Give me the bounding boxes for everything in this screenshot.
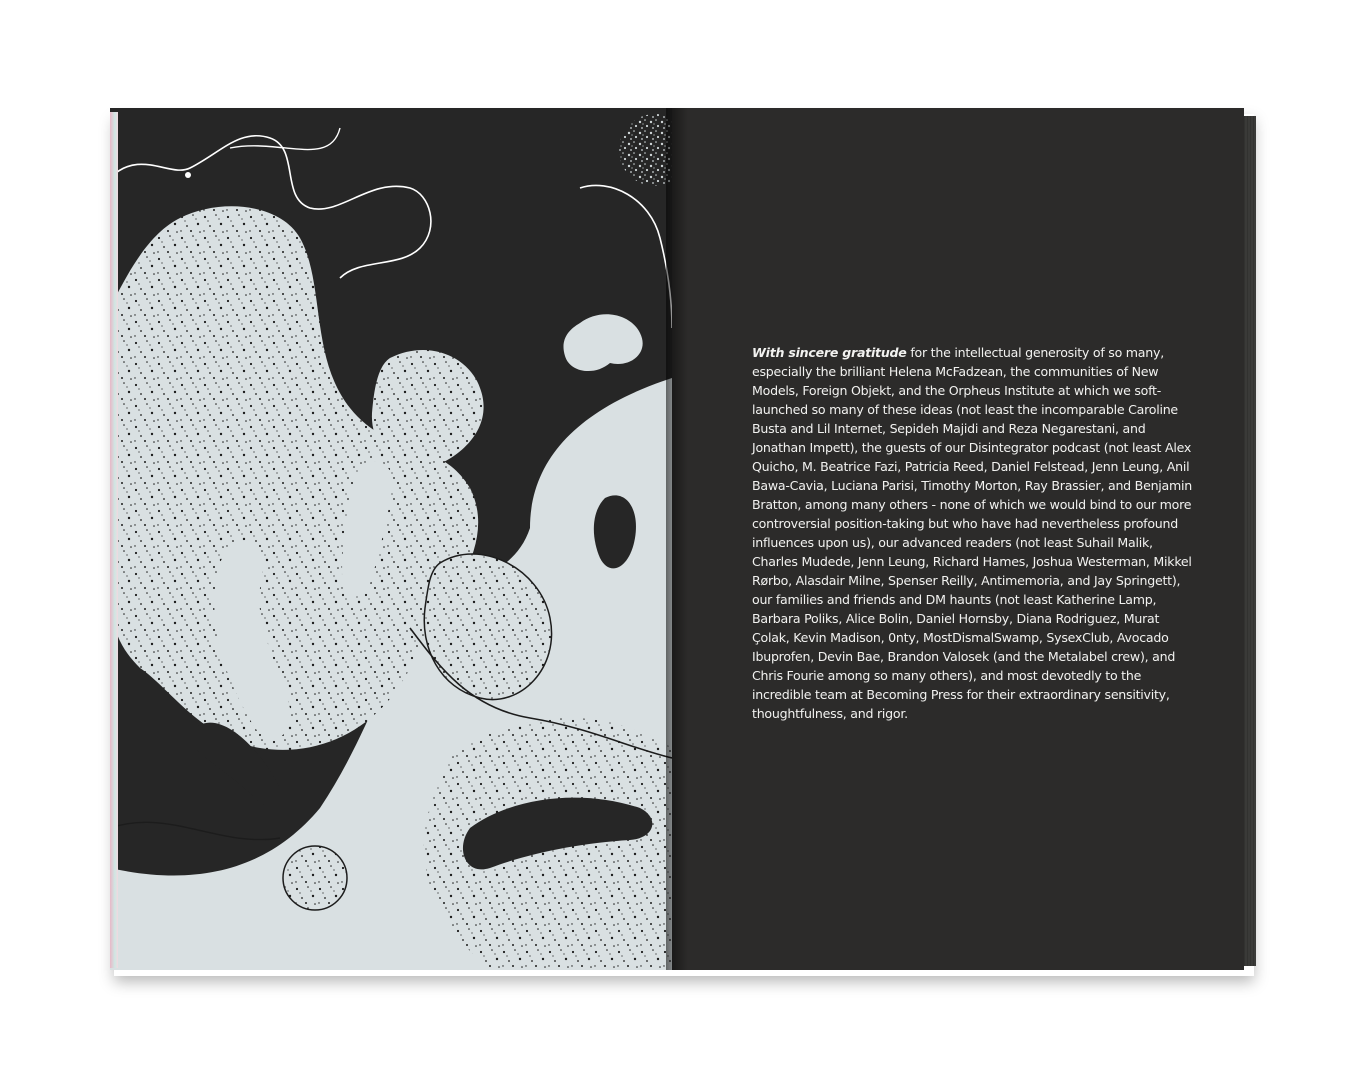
acknowledgements-lead: With sincere gratitude: [752, 345, 907, 360]
acknowledgements-paragraph: [752, 343, 1192, 723]
abstract-blob-illustration: [110, 108, 672, 970]
page-stack-edge-right: [1244, 116, 1256, 966]
page-stack-edge-left: [110, 112, 118, 968]
book-gutter: [666, 108, 688, 970]
left-page-illustration: [110, 108, 672, 970]
acknowledgements-body: for the intellectual generosity of so many, especially the brilliant Helena McFadzean, the communities of New Models, Foreign Objekt, and the Orpheus Institute at which we soft-launched so many of these ideas (not least the incomparable Caroline Busta and Lil Internet, Sepideh Majidi and Reza Negarestani, and Jonathan Impett), the guests of our Disintegrator podcast (not least Alex Quicho, M. Beatrice Fazi, Patricia Reed, Daniel Felstead, Jenn Leung, Anil Bawa-Cavia, Luciana Parisi, Timothy Morton, Ray Brassier, and Benjamin Bratton, among many others - none of which we would bind to our more controversial position-taking but who have had nevertheless profound influences upon us), our advanced readers (not least Suhail Malik, Charles Mudede, Jenn Leung, Richard Hames, Joshua Westerman, Mikkel Rørbo, Alasdair Milne, Spenser Reilly, Antimemoria, and Jay Springett), our families and friends and DM haunts (not least Katherine Lamp, Barbara Poliks, Alice Bolin, Daniel Hornsby, Diana Rodriguez, Murat Çolak, Kevin Madison, 0nty, MostDismalSwamp, SysexClub, Avocado Ibuprofen, Devin Bae, Brandon Valosek (and the Metalabel crew), and Chris Fourie among so many others), and most devotedly to the incredible team at Becoming Press for their extraordinary sensitivity, thoughtfulness, and rigor.: [752, 345, 1193, 721]
